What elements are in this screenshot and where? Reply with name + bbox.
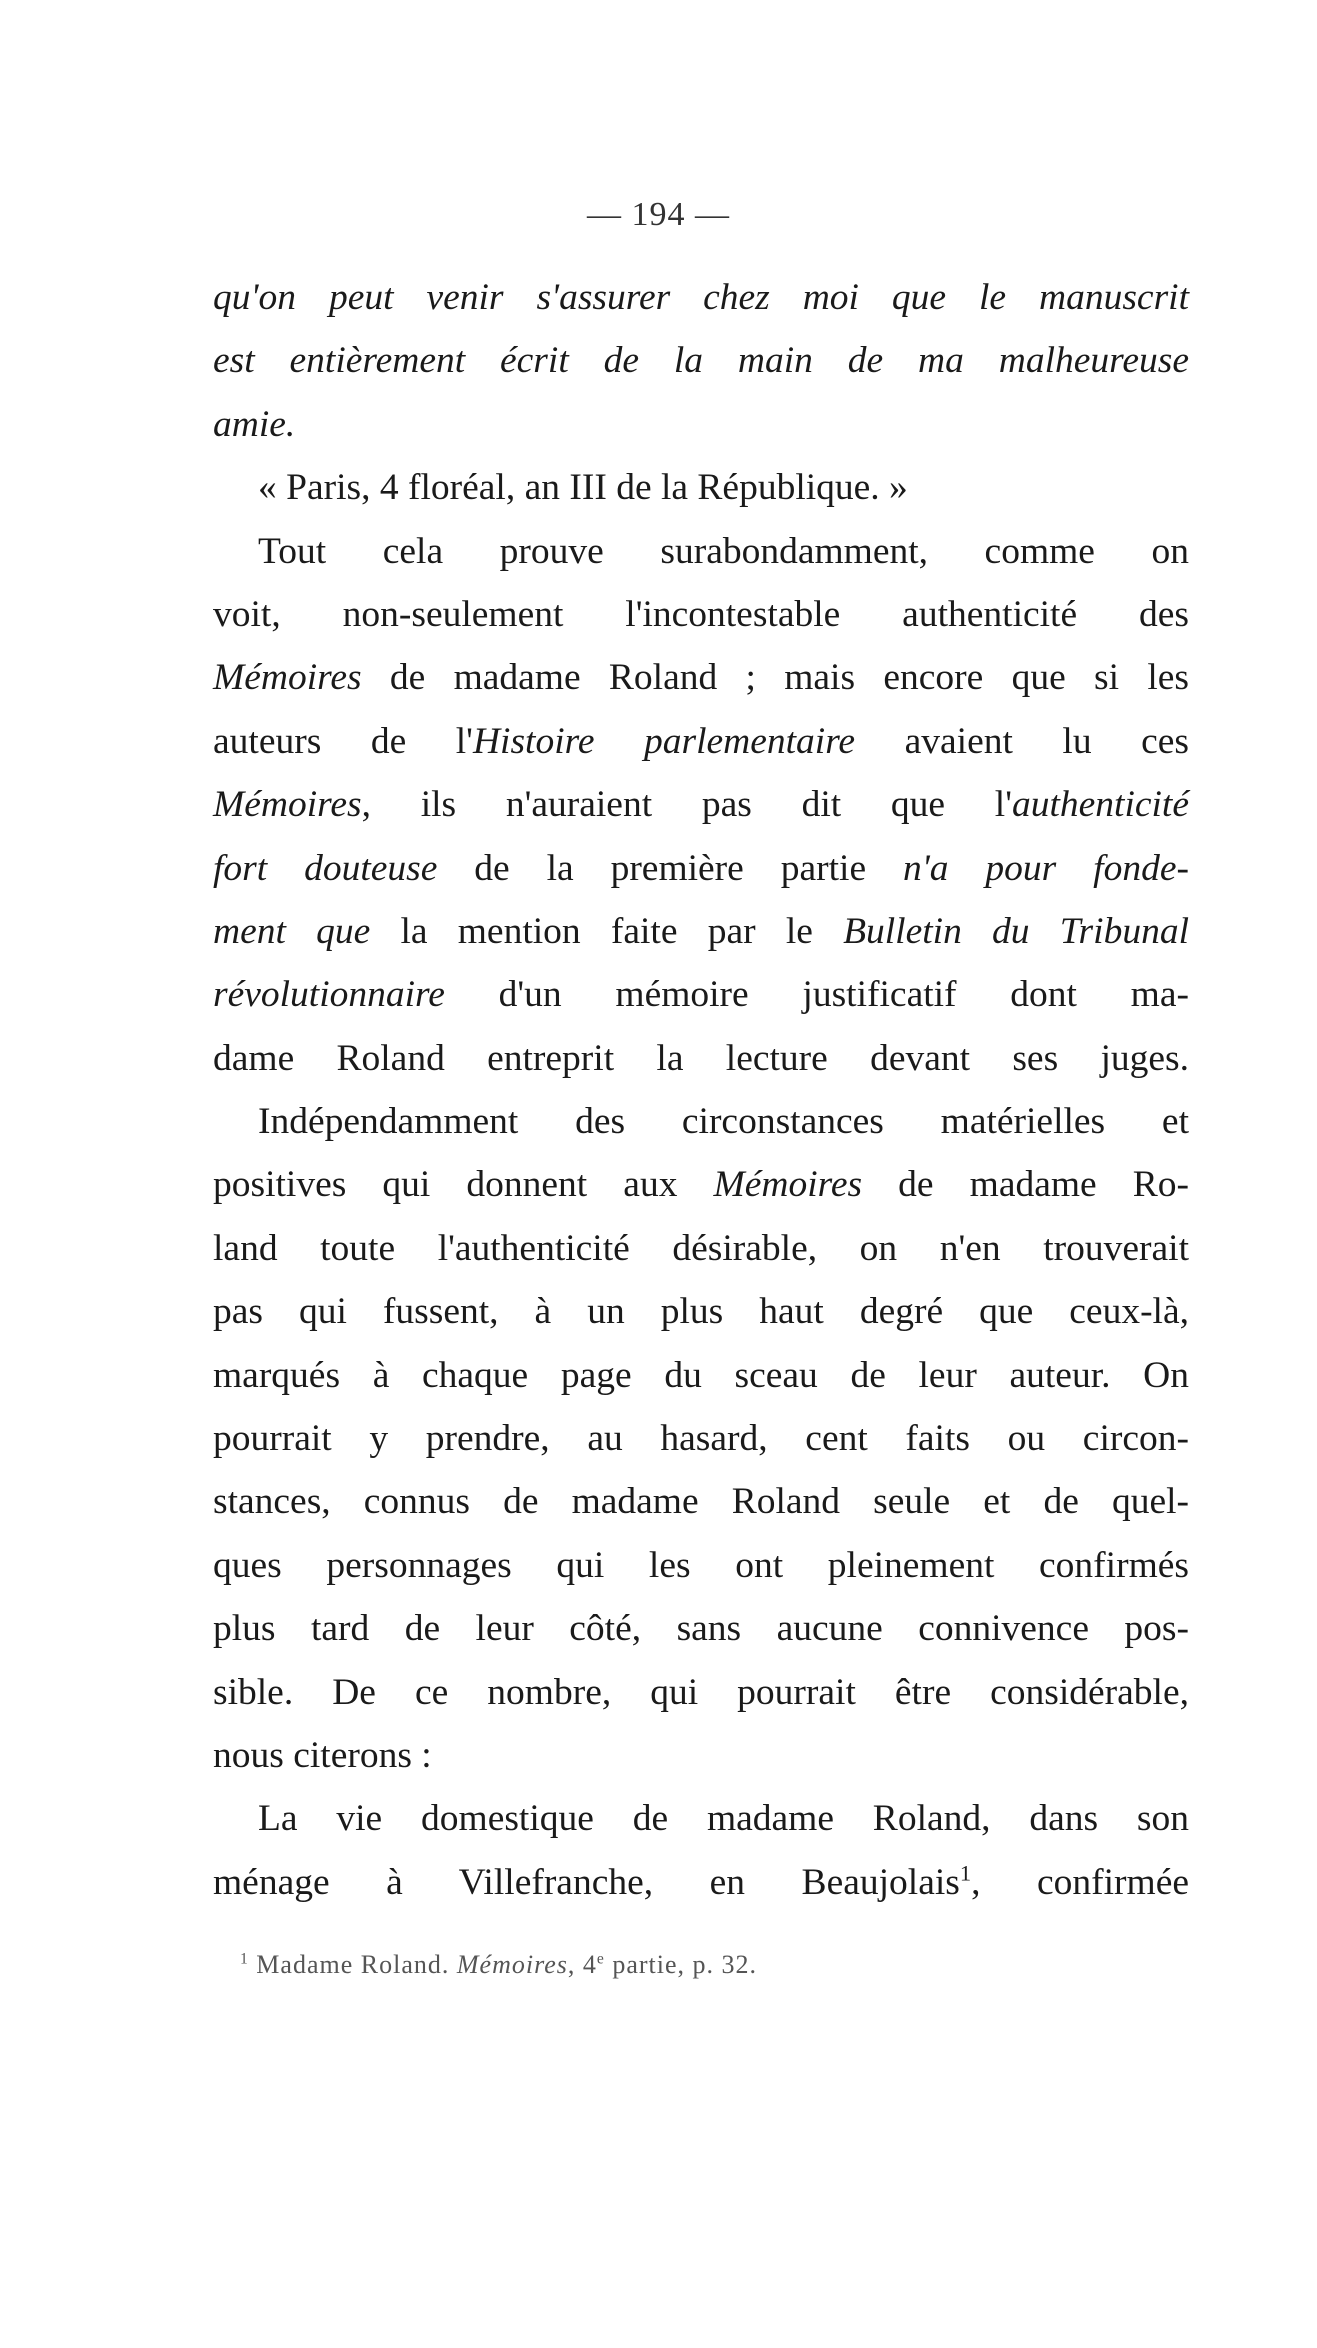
text-span: auteurs de l' [213, 720, 473, 762]
footnote-marker: 1 [240, 1950, 249, 1968]
text-span: Mémoires [713, 1164, 863, 1206]
footnote [240, 1950, 1040, 1980]
footnote-text: e [596, 1950, 605, 1968]
text-span: Mémoires [213, 784, 362, 826]
page-number: — 194 — [587, 196, 730, 233]
footnote-text: Mémoires [456, 1950, 568, 1979]
footnote-reference: 1 [959, 1860, 972, 1886]
text-line: sible. De ce nombre, qui pourrait être considérable, [213, 1671, 1189, 1713]
text-line: marqués à chaque page du sceau de leur auteur. On [213, 1354, 1189, 1396]
text-line: Indépendamment des circonstances matérielles et [258, 1101, 1189, 1143]
text-line [213, 1153, 1189, 1216]
text-line [213, 646, 1189, 709]
text-span: révolutionnaire [213, 974, 445, 1016]
text-span: fort douteuse [213, 847, 438, 889]
text-line [213, 963, 1189, 1026]
text-line [213, 1851, 1189, 1914]
text-line: voit, non-seulement l'incontestable authenticité des [213, 593, 1189, 635]
text-span: d'un mémoire justificatif dont ma- [444, 974, 1189, 1016]
body-text [213, 266, 1189, 1914]
text-span: Histoire parlementaire [472, 720, 856, 762]
footnote-text: partie, p. 32. [604, 1950, 757, 1979]
footnote-text: , 4 [567, 1950, 597, 1979]
text-span: ménage à Villefranche, en Beaujolais [213, 1861, 960, 1903]
text-line: La vie domestique de madame Roland, dans son [258, 1798, 1189, 1840]
text-span: la mention faite par le [370, 910, 844, 952]
footnote-text: Madame Roland. [248, 1950, 457, 1979]
text-line: amie. [213, 403, 296, 445]
text-span: , confirmée [971, 1861, 1189, 1903]
text-line: stances, connus de madame Roland seule et de quel- [213, 1481, 1189, 1523]
text-span: de madame Roland ; mais encore que si les [361, 657, 1189, 699]
text-line: qu'on peut venir s'assurer chez moi que le manuscrit [213, 277, 1189, 318]
text-span: de madame Ro- [862, 1164, 1190, 1206]
text-line: plus tard de leur côté, sans aucune connivence pos- [213, 1608, 1189, 1650]
text-span: , ils n'auraient pas dit que l' [361, 784, 1012, 826]
text-line: nous citerons : [213, 1734, 432, 1776]
text-span: de la première partie [437, 847, 903, 889]
text-line [213, 710, 1189, 773]
text-line: ques personnages qui les ont pleinement confirmés [213, 1544, 1189, 1586]
text-line: dame Roland entreprit la lecture devant ses juges. [213, 1037, 1189, 1079]
text-line: « Paris, 4 floréal, an III de la République. » [258, 467, 908, 509]
text-line [213, 900, 1189, 963]
text-line: pas qui fussent, à un plus haut degré que ceux-là, [213, 1291, 1189, 1333]
text-span: Mémoires [213, 657, 362, 699]
text-line [213, 837, 1189, 900]
text-span: avaient lu ces [855, 720, 1190, 762]
text-span: positives qui donnent aux [213, 1164, 714, 1206]
text-line: pourrait y prendre, au hasard, cent faits ou circon- [213, 1418, 1189, 1460]
text-line: Tout cela prouve surabondamment, comme on [258, 530, 1189, 572]
text-line: land toute l'authenticité désirable, on n'en trouverait [213, 1227, 1189, 1269]
text-line: est entièrement écrit de la main de ma malheureuse [213, 340, 1189, 382]
text-line [213, 773, 1189, 836]
text-span: Bulletin du Tribunal [843, 910, 1189, 952]
text-span: authenticité [1011, 784, 1189, 826]
text-span: n'a pour fonde- [903, 847, 1189, 889]
text-span: ment que [213, 910, 371, 952]
